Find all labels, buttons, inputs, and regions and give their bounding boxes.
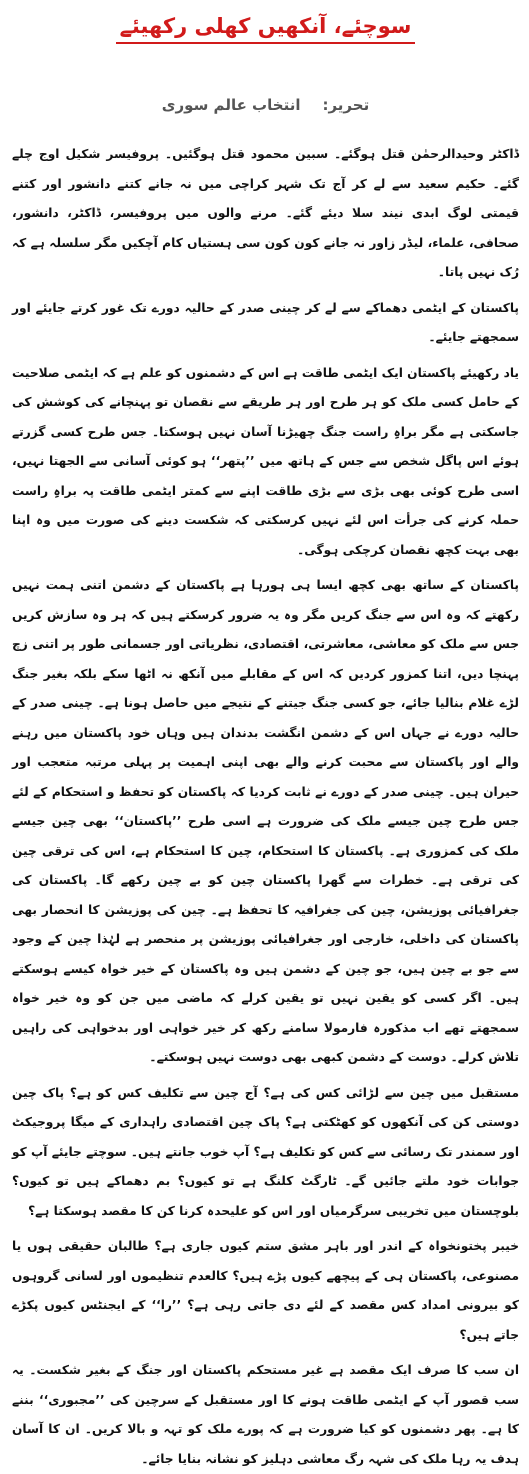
article-paragraph: خیبر پختونخواہ کے اندر اور باہر مشق ستم کیوں جاری ہے؟ طالبان حقیقی ہوں یا مصنوعی، پاکستان ہی کے پیچھے کیوں پڑے ہیں؟ کالعدم تنظیموں اور لسانی گروہوں کو بیرونی امداد کس مقصد کے لئے دی جاتی رہی ہے؟ ’’را‘‘ کے ایجنٹس کیوں پکڑے جاتے ہیں؟ (12, 1239, 519, 1342)
article-paragraph: پاکستان کے ایٹمی دھماکے سے لے کر چینی صدر کے حالیہ دورے تک غور کرتے جایئے اور سمجھتے جایئے۔ (12, 300, 519, 344)
article-title: سوچئے، آنکھیں کھلی رکھیئے (116, 14, 416, 44)
article-paragraph: ڈاکٹر وحیدالرحمٰن قتل ہوگئے۔ سبین محمود قتل ہوگئیں۔ پروفیسر شکیل اوج چلے گئے۔ حکیم سعید سے لے کر آج تک شہر کراچی میں نہ جانے کتنے دانشور اور کتنے قیمتی لوگ ابدی نیند سلا دیئے گئے۔ مرنے والوں میں پروفیسر، ڈاکٹر، دانشور، صحافی، علماء، لیڈر زاور نہ جانے کون کون سی ہستیاں کام آچکیں مگر سلسلہ ہے کہ رُک نہیں پاتا۔ (12, 147, 519, 279)
byline (12, 70, 519, 140)
byline-label: تحریر: (322, 96, 370, 114)
article-paragraph: ان سب کا صرف ایک مقصد ہے غیر مستحکم پاکستان اور جنگ کے بغیر شکست۔ یہ سب قصور آپ کے ایٹمی طاقت ہونے کا اور مستقبل کے سرچین کی ’’مجبوری‘‘ بننے کا ہے۔ پھر دشمنوں کو کیا ضرورت ہے کہ پورے ملک کو تہہ و بالا کریں۔ ان کا آسان ہدف یہ رہا ملک کی شہہ رگ معاشی دہلیز کو نشانہ بنایا جائے۔ (12, 1363, 519, 1466)
article-paragraph: پاکستان کے ساتھ بھی کچھ ایسا ہی ہورہا ہے پاکستان کے دشمن اتنی ہمت نہیں رکھتے کہ وہ اس سے جنگ کریں مگر وہ یہ ضرور کرسکتے ہیں کہ ہر وہ سازش کریں جس سے ملک کو معاشی، معاشرتی، اقتصادی، نظریاتی اور جسمانی طور پر اتنی زچ پہنچا دیں، اتنا کمزور کردیں کہ اس کے مقابلے میں آنکھ نہ اٹھا سکے بلکہ بغیر جنگ لڑے غلام بنالیا جائے، جو کسی جنگ جیتنے کے نتیجے میں حاصل ہونا ہے۔ چینی صدر کے حالیہ دورے نے جہاں اس کے دشمن انگشت بدندان ہیں وہاں خود پاکستان میں رہنے والے اور پاکستان سے محبت کرنے والے بھی اپنی اہمیت پر پہلی مرتبہ متعجب اور حیران ہیں۔ چینی صدر کے دورے نے ثابت کردیا کہ پاکستان کو تحفظ و استحکام کے لئے جس طرح چین جیسے ملک کی ضرورت ہے اسی طرح ’’پاکستان‘‘ بھی چین جیسے ملک کی کمزوری ہے۔ پاکستان کا استحکام، چین کا استحکام ہے، اس کی ترقی چین کی ترقی ہے۔ خطرات سے گھرا پاکستان چین کو بے چین رکھے گا۔ پاکستان کی جغرافیائی پوزیشن، چین کی جغرافیہ کا تحفظ ہے۔ چین کی پوزیشن کا انحصار بھی پاکستان کی داخلی، خارجی اور جغرافیائی پوزیشن پر منحصر ہے لہٰذا چین کے وجود سے جو بے چین ہیں، جو چین کے دشمن ہیں وہ پاکستان کے خیر خواہ کیسے ہوسکتے ہیں۔ اگر کسی کو یقین نہیں تو یقین کرلے کہ ماضی میں جن کو وہ خیر خواہ سمجھتے تھے اب مذکورہ فارمولا سامنے رکھ کر خیر خواہی اور بدخواہی کی راہیں تلاش کرلے۔ دوست کے دشمن کبھی بھی دوست نہیں ہوسکتے۔ (12, 578, 519, 1064)
article-paragraph: مستقبل میں چین سے لڑائی کس کی ہے؟ آج چین سے تکلیف کس کو ہے؟ پاک چین دوستی کن کی آنکھوں کو کھٹکتی ہے؟ پاک چین اقتصادی راہداری کے میگا پروجیکٹ اور سمندر تک رسائی سے کس کو تکلیف ہے؟ آپ خوب جانتے ہیں۔ سوچتے جایئے آپ کو جوابات خود ملتے جائیں گے۔ ٹارگٹ کلنگ ہے تو کیوں؟ بم دھماکے ہیں تو کیوں؟ بلوچستان میں تخریبی سرگرمیاں اور اس کو علیحدہ کرنا کن کا مقصد ہوسکتا ہے؟ (12, 1085, 519, 1218)
article-paragraph: یاد رکھیئے پاکستان ایک ایٹمی طاقت ہے اس کے دشمنوں کو علم ہے کہ ایٹمی صلاحیت کے حامل کسی ملک کو ہر طرح اور ہر طریقے سے نقصان تو پہنچانے کی کوشش کی جاسکتی ہے مگر براہِ راست جنگ چھیڑنا آسان نہیں ہوسکتا۔ جس طرح کسی گزرتے ہوئے اس پاگل شخص سے جس کے ہاتھ میں ’’پتھر‘‘ ہو کوئی آسانی سے الجھتا نہیں، اسی طرح کوئی بھی بڑی سے بڑی طاقت اپنے سے کمتر ایٹمی طاقت پہ براہِ راست حملہ کرنے کی جرأت اس لئے نہیں کرسکتی کہ شکست دینے کی صورت میں وہ اپنا بھی بہت کچھ نقصان کرچکی ہوگی۔ (12, 365, 519, 557)
byline-author: انتخاب عالم سوری (161, 96, 301, 114)
article-body (12, 140, 519, 1466)
title-block (12, 0, 519, 70)
